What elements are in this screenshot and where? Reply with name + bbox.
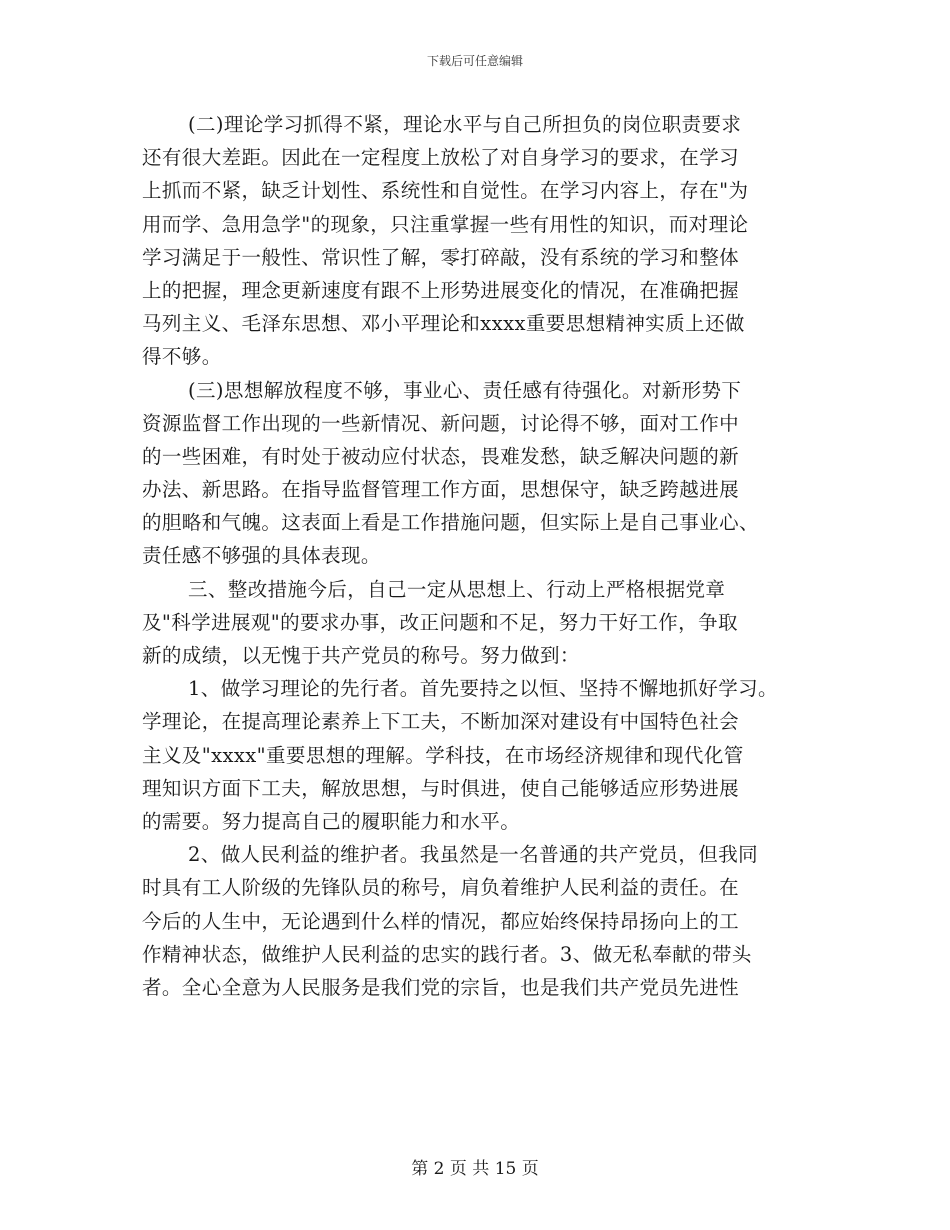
body-line: 2、做人民利益的维护者。我虽然是一名普通的共产党员，但我同 — [188, 843, 759, 867]
body-line: 三、整改措施今后，自己一定从思想上、行动上严格根据党章 — [188, 577, 726, 601]
body-line: 主义及"xxxx"重要思想的理解。学科技，在市场经济规律和现代化管 — [142, 743, 744, 767]
document-body — [142, 108, 822, 1004]
body-line: 的需要。努力提高自己的履职能力和水平。 — [142, 809, 521, 833]
body-line: 资源监督工作出现的一些新情况、新问题，讨论得不够，面对工作中 — [142, 411, 740, 435]
body-line: 作精神状态，做维护人民利益的忠实的践行者。3、做无私奉献的带头 — [142, 942, 752, 966]
body-line: 的胆略和气魄。这表面上看是工作措施问题，但实际上是自己事业心、 — [142, 511, 759, 535]
body-line: 责任感不够强的具体表现。 — [142, 544, 381, 568]
body-line: 上抓而不紧，缺乏计划性、系统性和自觉性。在学习内容上，存在"为 — [142, 179, 749, 203]
body-line: 的一些困难，有时处于被动应付状态，畏难发愁，缺乏解决问题的新 — [142, 444, 740, 468]
body-line: 今后的人生中，无论遇到什么样的情况，都应始终保持昂扬向上的工 — [142, 909, 740, 933]
body-line: 及"科学进展观"的要求办事，改正问题和不足，努力干好工作，争取 — [142, 610, 738, 634]
body-line: 1、做学习理论的先行者。首先要持之以恒、坚持不懈地抓好学习。 — [188, 677, 778, 701]
body-line: (二)理论学习抓得不紧，理论水平与自己所担负的岗位职责要求 — [188, 113, 742, 136]
page-footer: 第 2 页 共 15 页 — [411, 1159, 539, 1179]
body-line: 上的把握，理念更新速度有跟不上形势进展变化的情况，在准确把握 — [142, 278, 740, 302]
body-line: 理知识方面下工夫，解放思想，与时俱进，使自己能够适应形势进展 — [142, 776, 740, 800]
page-header: 下载后可任意编辑 — [426, 54, 523, 68]
body-line: 用而学、急用急学"的现象，只注重掌握一些有用性的知识，而对理论 — [142, 212, 749, 236]
body-line: 学习满足于一般性、常识性了解，零打碎敲，没有系统的学习和整体 — [142, 245, 740, 269]
body-line: 办法、新思路。在指导监督管理工作方面，思想保守，缺乏跨越进展 — [142, 478, 740, 502]
body-line: 还有很大差距。因此在一定程度上放松了对自身学习的要求，在学习 — [142, 146, 740, 170]
body-line: 得不够。 — [142, 345, 222, 369]
body-line: 时具有工人阶级的先锋队员的称号，肩负着维护人民利益的责任。在 — [142, 876, 740, 900]
body-line: (三)思想解放程度不够，事业心、责任感有待强化。对新形势下 — [188, 378, 742, 402]
body-line: 者。全心全意为人民服务是我们党的宗旨，也是我们共产党员先进性 — [142, 975, 740, 999]
body-line: 学理论，在提高理论素养上下工夫，不断加深对建设有中国特色社会 — [142, 710, 740, 734]
body-line: 新的成绩，以无愧于共产党员的称号。努力做到： — [142, 644, 580, 667]
body-line: 马列主义、毛泽东思想、邓小平理论和xxxx重要思想精神实质上还做 — [142, 312, 745, 336]
